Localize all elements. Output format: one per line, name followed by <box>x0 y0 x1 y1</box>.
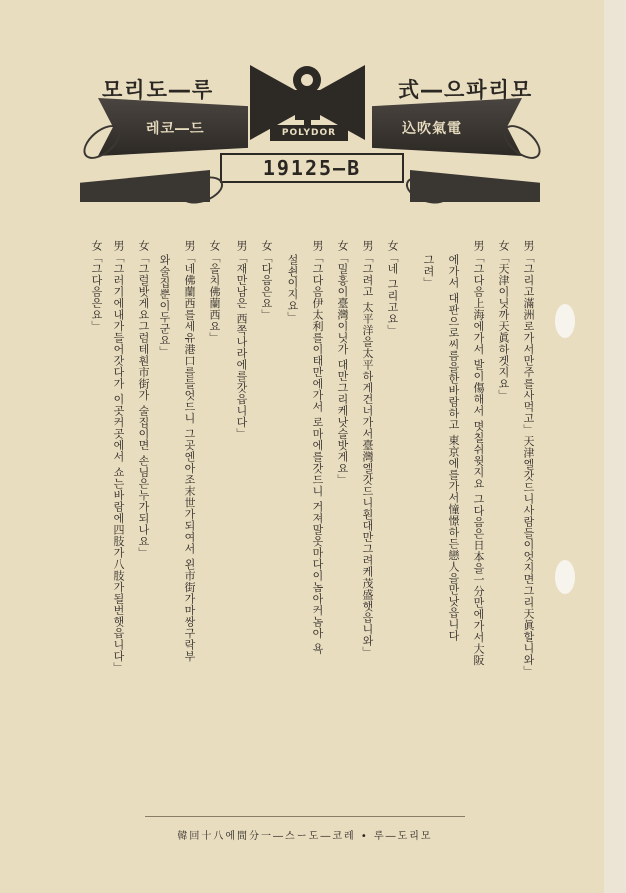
next-page-edge <box>604 0 626 893</box>
dialogue-line: 그려」 <box>422 254 435 289</box>
recording-label: 込吹氣電 <box>402 121 462 137</box>
header-emblem <box>80 60 540 210</box>
record-label: 레코―드 <box>146 121 205 137</box>
binding-hole <box>555 560 575 594</box>
footer-divider <box>145 816 465 817</box>
brand-name-right: 式―으파리모 <box>398 78 534 102</box>
dialogue-line: 女「그럴밧게요그럼테훤市街가 술집이면 손님은누가되나요」 <box>137 240 150 559</box>
dialogue-line: 女「그다음은요」 <box>90 240 103 332</box>
dialogue-line: 男「그다음伊太利를이태만에가서 로마에를갓드니 거져말옷마다이놈아커놈아 욕 <box>311 240 324 655</box>
brand-name-left: 모리도―루 <box>102 78 215 102</box>
dialogue-line: 男「네佛蘭西를세유港口를들엇드니 그곳엔아조末世가되여서 왼市街가마쌍구락부 <box>183 240 196 662</box>
dialogue-line: 女「天津이닛까天眞하겟지요」 <box>497 240 510 401</box>
dialogue-line: 女「올치佛蘭西요」 <box>208 240 221 344</box>
dialogue-line: 男「그려고 太平洋을太平하게건너가서臺灣엘갓드니훤대만그려케茂盛햇읍니와」 <box>361 240 374 658</box>
gramophone-logo-icon <box>250 60 365 160</box>
dialogue-line: 男「그다음上海에가서 발이傷해서 몃칠쉬윗지요 그다음은日本을一分만에가서大阪 <box>472 240 485 666</box>
dialogue-line: 女「밀홍이臺灣이닛가 대만그리케낫슬밧게요」 <box>336 240 349 486</box>
dialogue-line: 男「그리고滿洲로가서만주를사먹고」天津엘갓드니사람들이엇지면그리天眞할니와」 <box>522 240 535 677</box>
dialogue-line: 男「그러기에내가들어갓다가 이곳커곳에서 쇼는바람에四肢가八肢가될번햇읍니다」 <box>112 240 125 674</box>
footer-text: 韓回十八에間分一―스ー도―코레 • 루―도리모 <box>177 831 433 842</box>
dialogue-line: 男「재만남은 西쪽나라에를갓읍니다」 <box>235 240 248 440</box>
dialogue-text <box>90 240 545 820</box>
dialogue-line: 女「네 그리고요」 <box>386 240 399 336</box>
catalog-number: 19125―B <box>220 153 404 183</box>
dialogue-line: 에가서 대판으로씨름을한바람하고 東京에를가서憧憬하든戀人을만낫읍니다 <box>447 254 460 642</box>
dialogue-line: 와술집뿐이두군요」 <box>158 254 171 358</box>
binding-hole <box>555 304 575 338</box>
polydor-logo: POLYDOR <box>270 125 348 141</box>
dialogue-line: 女「다음은요」 <box>260 240 273 321</box>
dialogue-line: 설쇤이지요」 <box>286 254 299 323</box>
